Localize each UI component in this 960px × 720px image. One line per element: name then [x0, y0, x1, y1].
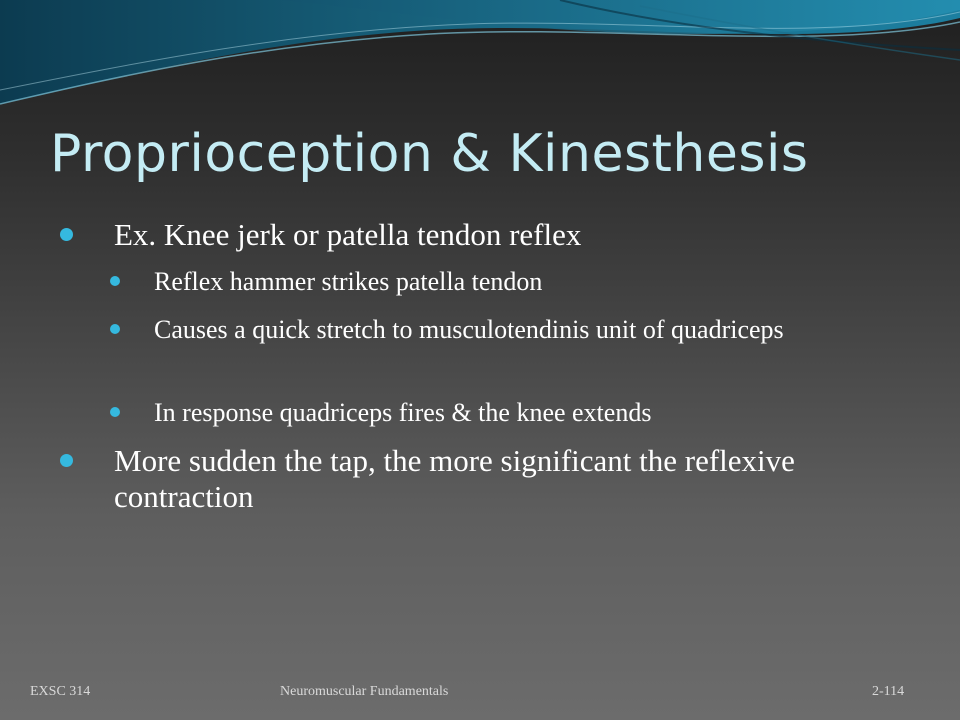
- sub-bullet-item-2: [154, 312, 874, 347]
- sub-bullet-text: In response quadriceps fires & the knee extends: [154, 398, 652, 427]
- slide-title: Proprioception & Kinesthesis: [50, 124, 809, 184]
- sub-bullet-item-1: [154, 264, 874, 299]
- bullet-dot-icon: [110, 324, 120, 334]
- bullet-dot-icon: [110, 276, 120, 286]
- sub-bullet-text: Causes a quick stretch to musculotendinis unit of quadriceps: [154, 315, 784, 344]
- bullet-dot-icon: [60, 228, 73, 241]
- bullet-dot-icon: [110, 407, 120, 417]
- bullet-item-2: [114, 443, 834, 515]
- bullet-text: Ex. Knee jerk or patella tendon reflex: [114, 217, 582, 252]
- bullet-item-1: [114, 217, 834, 253]
- footer-course: EXSC 314: [30, 684, 91, 699]
- footer-subject: Neuromuscular Fundamentals: [280, 684, 449, 699]
- footer-page-number: 2-114: [872, 684, 905, 699]
- bullet-text: More sudden the tap, the more significant the reflexive contraction: [114, 443, 795, 514]
- sub-bullet-text: Reflex hammer strikes patella tendon: [154, 267, 543, 296]
- sub-bullet-item-3: [154, 395, 874, 430]
- bullet-dot-icon: [60, 454, 73, 467]
